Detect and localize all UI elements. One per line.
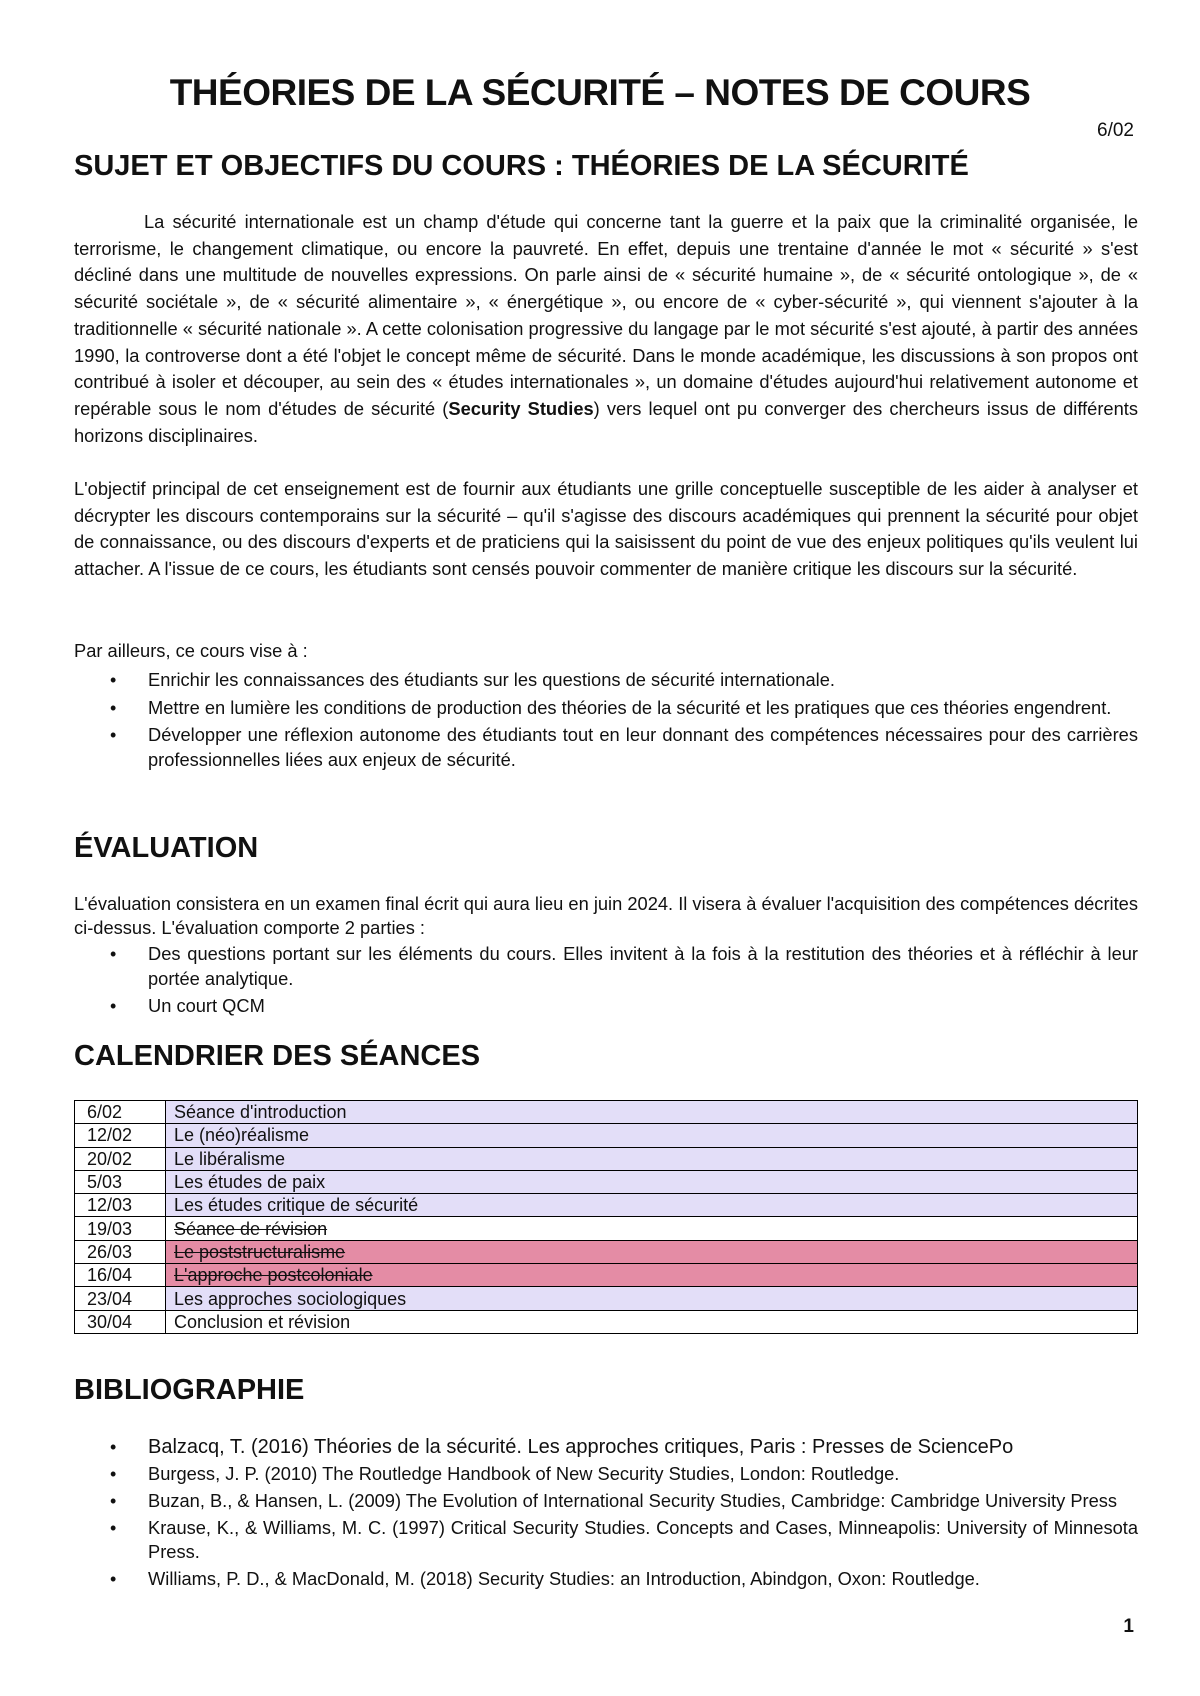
table-row	[75, 1264, 1138, 1287]
session-topic: Les approches sociologiques	[166, 1287, 1138, 1310]
session-topic: Le poststructuralisme	[166, 1240, 1138, 1263]
bullet-icon: •	[110, 996, 117, 1016]
table-row	[75, 1147, 1138, 1170]
table-row	[75, 1217, 1138, 1240]
list-item: • Un court QCM	[74, 994, 1138, 1019]
session-date: 12/02	[75, 1124, 166, 1147]
list-item: • Williams, P. D., & MacDonald, M. (2018) Security Studies: an Introduction, Abindgon, Oxon: Routledge.	[110, 1568, 980, 1589]
table-row	[75, 1287, 1138, 1310]
list-item: • Mettre en lumière les conditions de production des théories de la sécurité et les pratiques que ces théories engendrent.	[74, 696, 1138, 721]
section-heading-evaluation: ÉVALUATION	[74, 832, 259, 864]
table-row	[75, 1310, 1138, 1333]
bullet-icon: •	[110, 697, 117, 718]
page-number: 1	[1123, 1616, 1134, 1637]
table-row	[75, 1124, 1138, 1147]
session-topic: Séance de révision	[166, 1217, 1138, 1240]
session-topic: Les études de paix	[166, 1170, 1138, 1193]
list-item: • Burgess, J. P. (2010) The Routledge Handbook of New Security Studies, London: Routledge.	[110, 1463, 900, 1484]
aims-list	[74, 668, 1138, 775]
session-topic: Séance d'introduction	[166, 1101, 1138, 1124]
calendar-table	[74, 1100, 1138, 1334]
bullet-icon: •	[110, 725, 117, 745]
list-item: • Développer une réflexion autonome des étudiants tout en leur donnant des compétences nécessaires pour des carrières professionnelles liées aux enjeux de sécurité.	[110, 724, 1138, 770]
bullet-icon: •	[110, 1464, 117, 1484]
session-topic: Les études critique de sécurité	[166, 1194, 1138, 1217]
session-topic: Le libéralisme	[166, 1147, 1138, 1170]
bullet-icon: •	[110, 944, 117, 964]
bullet-icon: •	[110, 1569, 117, 1589]
section-heading-bibliography: BIBLIOGRAPHIE	[74, 1374, 305, 1406]
evaluation-parts-list	[74, 942, 1138, 1022]
bibliography-list	[74, 1435, 1138, 1594]
document-title: THÉORIES DE LA SÉCURITÉ – NOTES DE COURS	[169, 72, 1031, 113]
list-item: • Buzan, B., & Hansen, L. (2009) The Evolution of International Security Studies, Cambridge: Cambridge University Press	[110, 1490, 1118, 1511]
bullet-icon: •	[110, 1518, 117, 1538]
bullet-icon: •	[110, 670, 117, 690]
list-item: • Krause, K., & Williams, M. C. (1997) Critical Security Studies. Concepts and Cases, Minneapolis: University of Minnesota Press.	[110, 1517, 1138, 1562]
session-topic: L'approche postcoloniale	[166, 1264, 1138, 1287]
session-date: 6/02	[75, 1101, 166, 1124]
session-date: 26/03	[75, 1240, 166, 1263]
bullet-icon: •	[110, 1491, 117, 1511]
session-date: 20/02	[75, 1147, 166, 1170]
header-date: 6/02	[1097, 120, 1134, 141]
list-item: • Enrichir les connaissances des étudiants sur les questions de sécurité internationale.	[74, 668, 1138, 693]
session-date: 30/04	[75, 1310, 166, 1333]
session-date: 12/03	[75, 1194, 166, 1217]
table-row	[75, 1194, 1138, 1217]
bullet-icon: •	[110, 1437, 117, 1457]
list-item: • Balzacq, T. (2016) Théories de la sécurité. Les approches critiques, Paris : Presses de SciencePo	[110, 1436, 1014, 1458]
session-date: 5/03	[75, 1170, 166, 1193]
session-topic: Conclusion et révision	[166, 1310, 1138, 1333]
security-studies-term: Security Studies	[448, 397, 594, 419]
aims-lead: Par ailleurs, ce cours vise à :	[74, 640, 308, 661]
list-item: • Des questions portant sur les éléments du cours. Elles invitent à la fois à la restitution des théories et à réfléchir à leur portée analytique.	[110, 943, 1138, 989]
session-date: 23/04	[75, 1287, 166, 1310]
table-row	[75, 1101, 1138, 1124]
table-row	[75, 1240, 1138, 1263]
intro-paragraph-2: L'objectif principal de cet enseignement est de fournir aux étudiants une grille conceptuelle susceptible de les aider à analyser et décrypter les discours contemporains sur la sécurité – qu'il s'agisse des discours académiques qui prennent la sécurité pour objet de connaissance, ou des discours d'experts et de praticiens qui la saisissent du point de vue des enjeux politiques qu'ils veulent lui attacher. A l'issue de ce cours, les étudiants sont censés pouvoir commenter de manière critique les discours sur la sécurité.	[74, 478, 1138, 580]
table-row	[75, 1170, 1138, 1193]
intro-paragraph-1: La sécurité internationale est un champ d'étude qui concerne tant la guerre et la paix que la criminalité organisée, le terrorisme, le changement climatique, ou encore la pauvreté. En effet, depuis une trentaine d'année le mot « sécurité » s'est décliné dans une multitude de nouvelles expressions. On parle ainsi de « sécurité humaine », de « sécurité ontologique », de « sécurité sociétale », de « sécurité alimentaire », « énergétique », ou encore de « cyber-sécurité », qui viennent s'ajouter à la traditionnelle « sécurité nationale ». A cette colonisation progressive du langage par le mot sécurité s'est ajouté, à partir des années 1990, la controverse dont a été l'objet le concept même de sécurité. Dans le monde académique, les discussions à son propos ont contribué à isoler et découper, au sein des « études internationales », un domaine d'études aujourd'hui relativement autonome et repérable sous le nom d'études de sécurité (Security Studies) vers lequel ont pu converger des chercheurs issus de différents horizons disciplinaires.	[74, 211, 1138, 446]
session-topic: Le (néo)réalisme	[166, 1124, 1138, 1147]
section-heading-intro: SUJET ET OBJECTIFS DU COURS : THÉORIES DE LA SÉCURITÉ	[74, 150, 969, 182]
section-heading-calendar: CALENDRIER DES SÉANCES	[74, 1040, 481, 1072]
session-date: 19/03	[75, 1217, 166, 1240]
evaluation-text: L'évaluation consistera en un examen final écrit qui aura lieu en juin 2024. Il visera à évaluer l'acquisition des compétences décrites ci-dessus. L'évaluation comporte 2 parties :	[74, 893, 1138, 938]
session-date: 16/04	[75, 1264, 166, 1287]
